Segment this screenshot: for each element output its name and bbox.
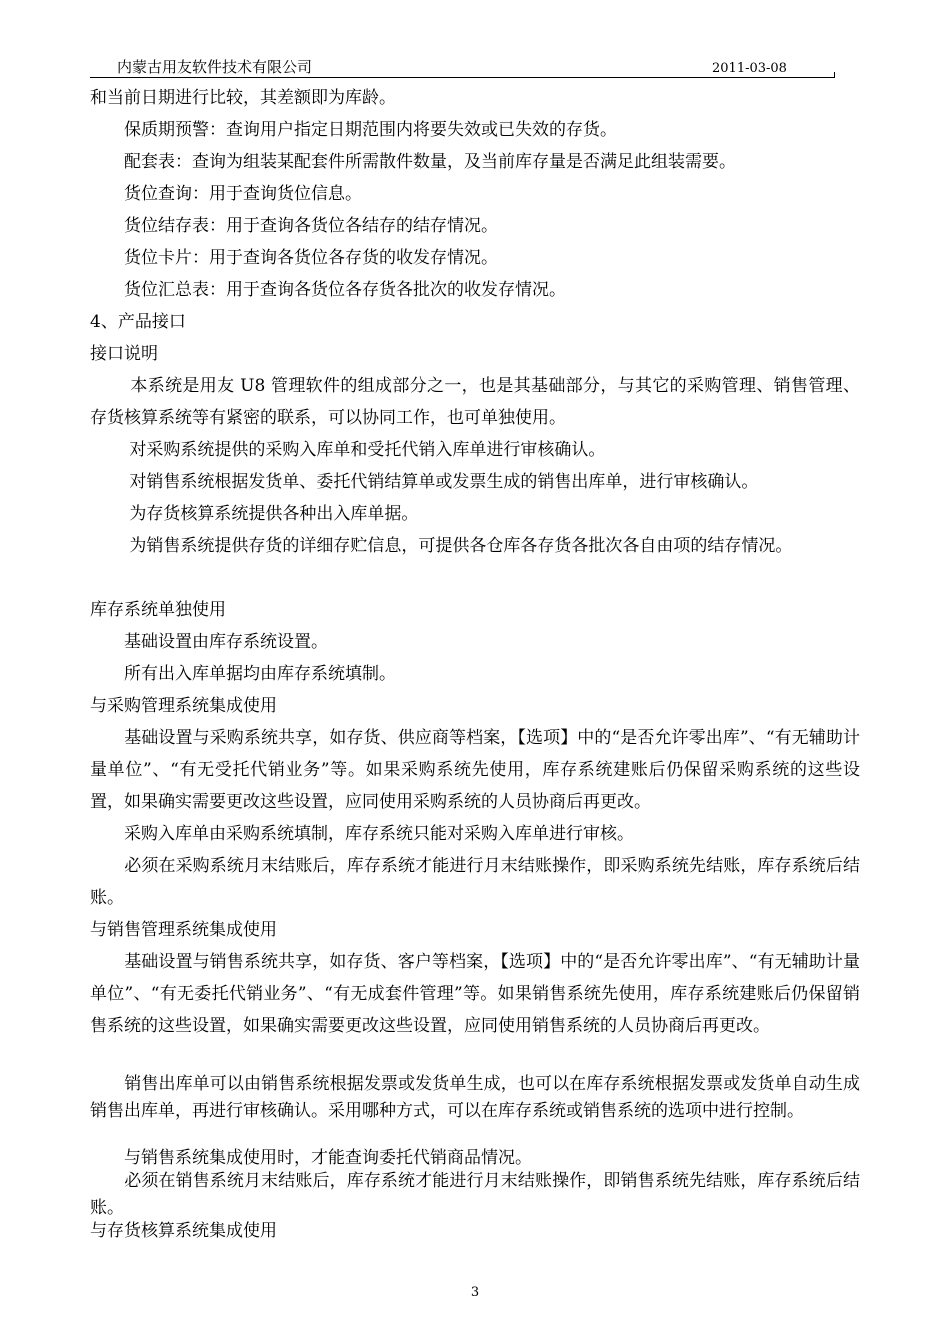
- subsection-heading: 接口说明: [90, 344, 158, 364]
- paragraph: 对销售系统根据发货单、委托代销结算单或发票生成的销售出库单，进行审核确认。: [90, 472, 759, 492]
- paragraph: 必须在采购系统月末结账后，库存系统才能进行月末结账操作，即采购系统先结账，库存系统后结账。: [90, 856, 860, 908]
- section-heading: 4、产品接口: [90, 312, 186, 332]
- paragraph: 货位查询：用于查询货位信息。: [90, 184, 362, 204]
- paragraph: 为销售系统提供存货的详细存贮信息，可提供各仓库各存货各批次各自由项的结存情况。: [90, 536, 793, 556]
- subsection-heading: 库存系统单独使用: [90, 600, 226, 620]
- paragraph: 必须在销售系统月末结账后，库存系统才能进行月末结账操作，即销售系统先结账，库存系统后结账。: [90, 1171, 860, 1218]
- paragraph: 货位卡片：用于查询各货位各存货的收发存情况。: [90, 248, 498, 268]
- paragraph: 基础设置由库存系统设置。: [90, 632, 328, 652]
- paragraph: 销售出库单可以由销售系统根据发票或发货单生成，也可以在库存系统根据发票或发货单自动生成销售出库单，再进行审核确认。采用哪种方式，可以在库存系统或销售系统的选项中进行控制。: [90, 1074, 860, 1121]
- paragraph: 货位汇总表：用于查询各货位各存货各批次的收发存情况。: [90, 280, 566, 300]
- header-date: 2011-03-08: [712, 61, 787, 76]
- paragraph: 为存货核算系统提供各种出入库单据。: [90, 504, 419, 524]
- paragraph: 保质期预警：查询用户指定日期范围内将要失效或已失效的存货。: [90, 120, 617, 140]
- subsection-heading: 与存货核算系统集成使用: [90, 1221, 277, 1241]
- header-company-name: 内蒙古用友软件技术有限公司: [117, 58, 313, 76]
- subsection-heading: 与销售管理系统集成使用: [90, 920, 277, 940]
- paragraph: 对采购系统提供的采购入库单和受托代销入库单进行审核确认。: [90, 440, 606, 460]
- paragraph: 和当前日期进行比较，其差额即为库龄。: [90, 88, 396, 108]
- header-rule-tick: [834, 72, 835, 78]
- paragraph: 货位结存表：用于查询各货位各结存的结存情况。: [90, 216, 498, 236]
- paragraph: 基础设置与销售系统共享，如存货、客户等档案，【选项】中的“是否允许零出库”、“有无辅助计量单位”、“有无委托代销业务”、“有无成套件管理”等。如果销售系统先使用，库存系统建账后仍保留销售系统的这些设置，如果确实需要更改这些设置，应同使用销售系统的人员协商后再更改。: [90, 952, 860, 1036]
- paragraph: 本系统是用友 U8 管理软件的组成部分之一，也是其基础部分，与其它的采购管理、销售管理、存货核算系统等有紧密的联系，可以协同工作，也可单独使用。: [90, 376, 860, 428]
- paragraph: 采购入库单由采购系统填制，库存系统只能对采购入库单进行审核。: [90, 824, 634, 844]
- paragraph: 基础设置与采购系统共享，如存货、供应商等档案，【选项】中的“是否允许零出库”、“有无辅助计量单位”、“有无受托代销业务”等。如果采购系统先使用，库存系统建账后仍保留采购系统的这些设置，如果确实需要更改这些设置，应同使用采购系统的人员协商后再更改。: [90, 728, 860, 812]
- paragraph: 所有出入库单据均由库存系统填制。: [90, 664, 396, 684]
- subsection-heading: 与采购管理系统集成使用: [90, 696, 277, 716]
- header-rule: [90, 77, 835, 78]
- page-number: 3: [470, 1285, 480, 1300]
- paragraph: 配套表：查询为组装某配套件所需散件数量，及当前库存量是否满足此组装需要。: [90, 152, 736, 172]
- paragraph: 与销售系统集成使用时，才能查询委托代销商品情况。: [90, 1148, 532, 1168]
